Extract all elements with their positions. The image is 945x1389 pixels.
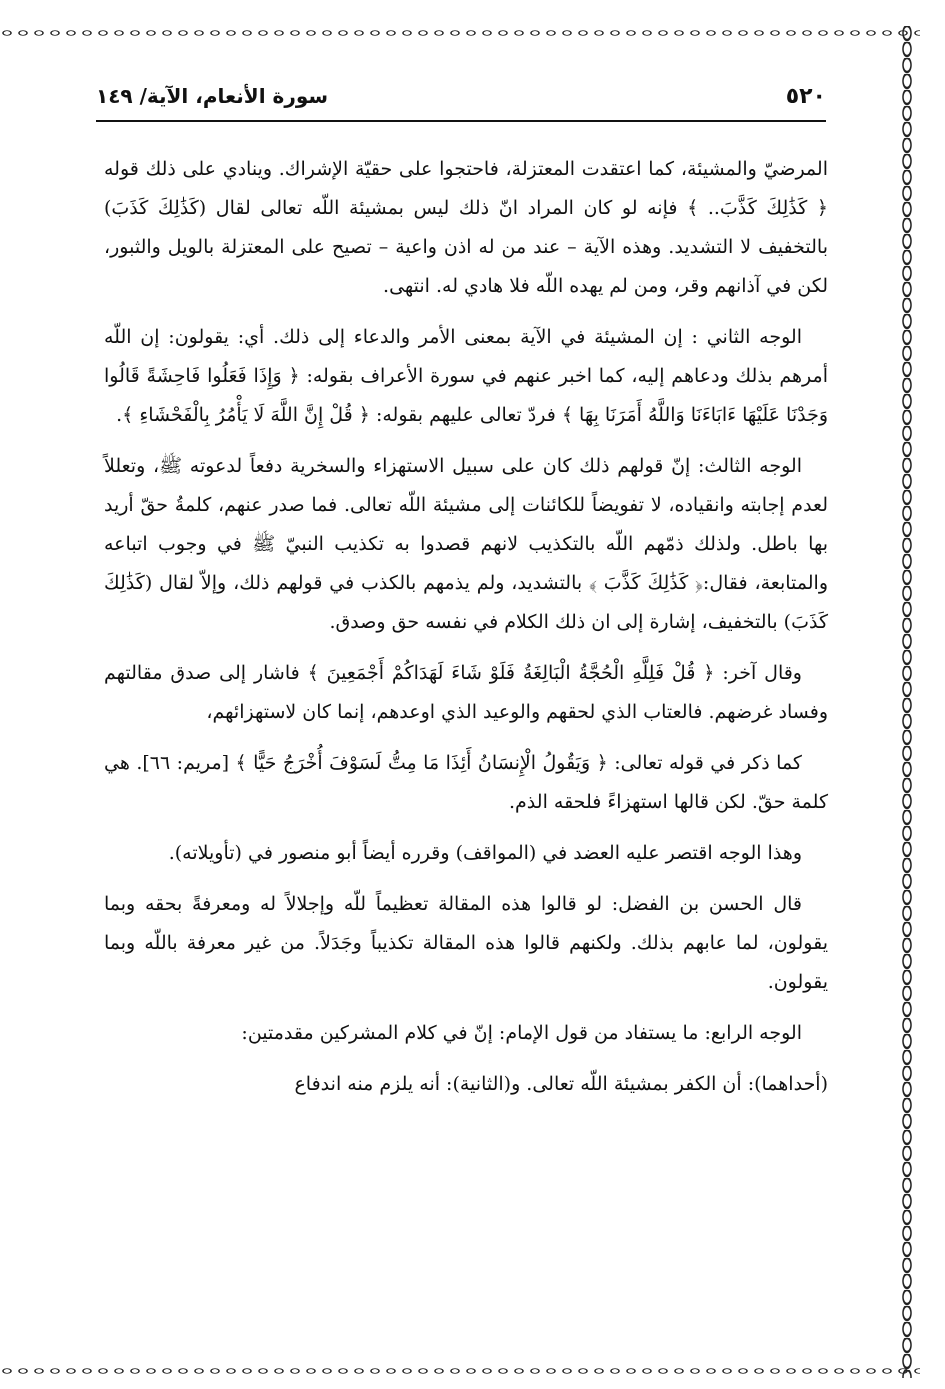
paragraph-second-aspect: الوجه الثاني : إن المشيئة في الآية بمعنى الأمر والدعاء إلى ذلك. أي: يقولون: إن اللّه أمرهم بذلك ودعاهم إليه، كما اخبر عنهم في سورة الأعراف بقوله: ﴿ وَإِذَا فَعَلُوا فَاحِشَةً قَالُوا وَجَدْنَا عَلَيْهَا ءَابَاءَنَا وَاللَّهُ أَمَرَنَا بِهَا ﴾ فردّ تعالى عليهم بقوله: ﴿ قُلْ إِنَّ اللَّهَ لَا يَأْمُرُ بِالْفَحْشَاءِ ﴾. [104,326,828,426]
paragraph-as-mentioned: كما ذكر في قوله تعالى: ﴿ وَيَقُولُ الْإِنسَانُ أَئِذَا مَا مِتُّ لَسَوْفَ أُخْرَجُ حَيًّا ﴾ [مريم: ٦٦]. هي كلمة حقّ. لكن قالها استهزاءً فلحقه الذم. [104,752,828,813]
decorative-border-right [900,26,914,1378]
decorative-border-top [0,26,920,40]
paragraph-fourth-aspect: الوجه الرابع: ما يستفاد من قول الإمام: إنّ في كلام المشركين مقدمتين: [241,1022,802,1044]
running-title: سورة الأنعام، الآية/ ١٤٩ [96,84,329,108]
page-body [104,150,828,1116]
paragraph-another-said: وقال آخر: ﴿ قُلْ فَلِلَّهِ الْحُجَّةُ الْبَالِغَةُ فَلَوْ شَاءَ لَهَدَاكُمْ أَجْمَعِينَ ﴾ فاشار إلى صدق مقالتهم وفساد غرضهم. فالعتاب الذي لحقهم والوعيد الذي اوعدهم، إنما كان لاستهزائهم، [104,662,828,723]
paragraph-continuation: المرضيّ والمشيئة، كما اعتقدت المعتزلة، فاحتجوا على حقيّة الإشراك. وينادي على ذلك قوله ﴿ كَذَٰلِكَ كَذَّبَ.. ﴾ فإنه لو كان المراد انّ ذلك ليس بمشيئة اللّه تعالى لقال (كَذَٰلِكَ كَذَبَ) بالتخفيف لا التشديد. وهذه الآية – عند من له اذن واعية – تصيح على المعتزلة بالويل والثبور، لكن في آذانهم وقر، ومن لم يهده اللّه فلا هادي له. انتهى. [104,158,828,297]
paragraph-hasan-ibn-fadl: قال الحسن بن الفضل: لو قالوا هذه المقالة تعظيماً للّه وإجلالاً له ومعرفةً بحقه وبما يقولون، لما عابهم بذلك. ولكنهم قالوا هذه المقالة تكذيباً وجَدَلاً. من غير معرفة باللّه وبما يقولون. [104,893,828,993]
paragraph-adud-mawaqif: وهذا الوجه اقتصر عليه العضد في (المواقف) وقرره أيضاً أبو منصور في (تأويلاته). [168,842,802,864]
paragraph-two-premises: (أحداهما): أن الكفر بمشيئة اللّه تعالى. و(الثانية): أنه يلزم منه اندفاع [294,1073,828,1095]
paragraph-third-aspect: الوجه الثالث: إنّ قولهم ذلك كان على سبيل الاستهزاء والسخرية دفعاً لدعوته ﷺ، وتعللاً لعدم إجابته وانقياده، لا تفويضاً للكائنات إلى مشيئة اللّه تعالى. فما صدر عنهم، كلمةُ حقّ أريد بها باطل. ولذلك ذمّهم اللّه بالتكذيب لانهم قصدوا به تكذيب النبيّ ﷺ في وجوب اتباعه والمتابعة، فقال:﴿ كَذَٰلِكَ كَذَّبَ ﴾ بالتشديد، ولم يذمهم بالكذب في قولهم ذلك، وإلاّ لقال (كَذَٰلِكَ كَذَبَ) بالتخفيف، إشارة إلى ان ذلك الكلام في نفسه حق وصدق. [104,455,828,633]
decorative-border-bottom [0,1364,920,1378]
page-header [96,84,826,122]
page-number: ٥٢٠ [785,84,826,109]
